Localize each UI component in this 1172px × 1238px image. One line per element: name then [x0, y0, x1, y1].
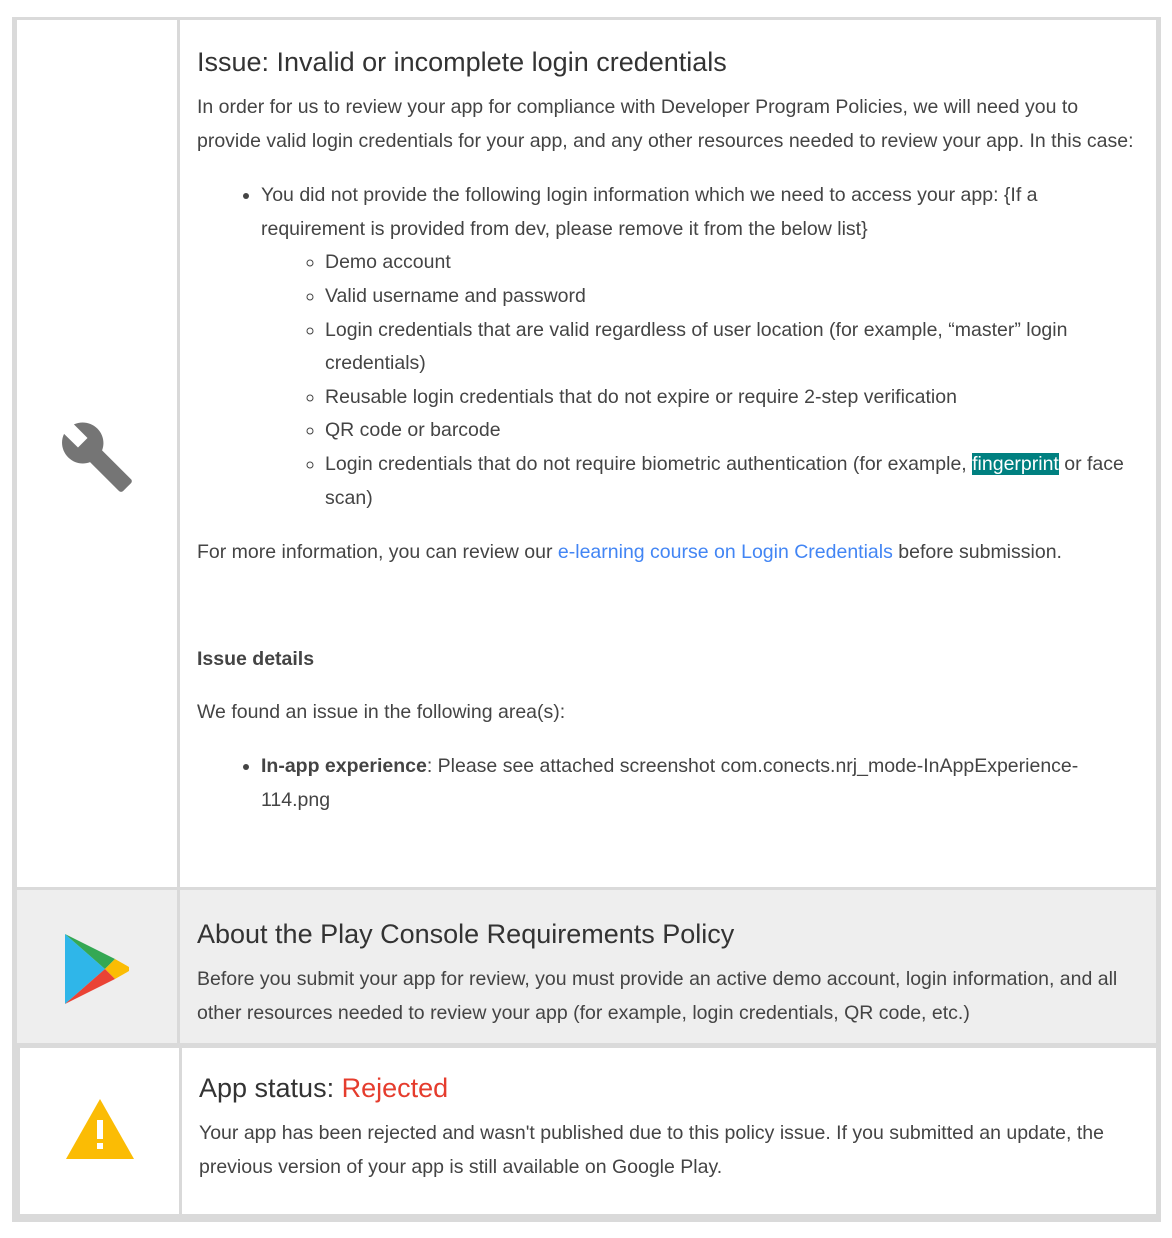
issue-title: Issue: Invalid or incomplete login credentials [197, 47, 727, 77]
status-icon-cell [20, 1048, 182, 1214]
status-text: Your app has been rejected and wasn't published due to this policy issue. If you submitted an update, the previous version of your app is still available on Google Play. [199, 1122, 1104, 1178]
policy-title: About the Play Console Requirements Policy [197, 919, 735, 949]
missing-login-text: You did not provide the following login information which we need to access your app: {If a requirement is provided from dev, please remove it from the below list} [261, 184, 1038, 240]
status-title-prefix: App status: [199, 1073, 342, 1103]
status-badge: Rejected [341, 1073, 449, 1103]
list-item: ◦ QR code or barcode [325, 414, 1142, 448]
policy-content [180, 890, 1156, 1043]
issue-icon-cell [17, 20, 180, 887]
list-item: ◦ Login credentials that are valid regardless of user location (for example, “master” login credentials) [325, 314, 1142, 381]
biometric-text-after: or face scan) [325, 452, 1124, 509]
google-play-icon [63, 932, 131, 1006]
issue-content [180, 20, 1156, 887]
more-info-paragraph [197, 536, 1142, 570]
issue-area-label: In-app experience [261, 754, 427, 777]
issue-areas-list [197, 750, 1142, 817]
list-item: ◦ Reusable login credentials that do not expire or require 2-step verification [325, 381, 1142, 415]
highlighted-word: fingerprint [972, 452, 1059, 475]
wrench-icon [59, 419, 135, 495]
issue-row [17, 20, 1156, 887]
policy-text: Before you submit your app for review, you must provide an active demo account, login information, and all other resources needed to review your app (for example, login credentials, QR code, etc.) [197, 968, 1118, 1024]
missing-login-list [197, 179, 1142, 515]
issue-area-text: : Please see attached screenshot com.conects.nrj_mode-InAppExperience-114.png [261, 754, 1079, 811]
issue-details-heading: Issue details [197, 647, 315, 670]
policy-row [17, 890, 1156, 1043]
list-item: ◦ Demo account [325, 246, 1142, 280]
more-info-after: before submission. [892, 541, 1062, 564]
list-item [325, 448, 1142, 515]
more-info-before: For more information, you can review our [197, 541, 558, 564]
biometric-text-before: Login credentials that do not require biometric authentication (for example, [325, 452, 973, 475]
list-item: ◦ Valid username and password [325, 280, 1142, 314]
status-content [182, 1048, 1156, 1214]
list-item [261, 179, 1142, 515]
status-title [199, 1072, 1142, 1104]
issue-intro: In order for us to review your app for compliance with Developer Program Policies, we will need you to provide valid login credentials for your app, and any other resources needed to review your app. In this case: [197, 96, 1134, 152]
warning-icon [64, 1097, 136, 1161]
status-row [20, 1048, 1156, 1214]
requirements-list [261, 246, 1142, 515]
policy-icon-cell [17, 890, 180, 1043]
issue-details-intro: We found an issue in the following area(s): [197, 701, 566, 724]
e-learning-link[interactable]: e-learning course on Login Credentials [557, 541, 893, 564]
list-item [261, 750, 1142, 817]
